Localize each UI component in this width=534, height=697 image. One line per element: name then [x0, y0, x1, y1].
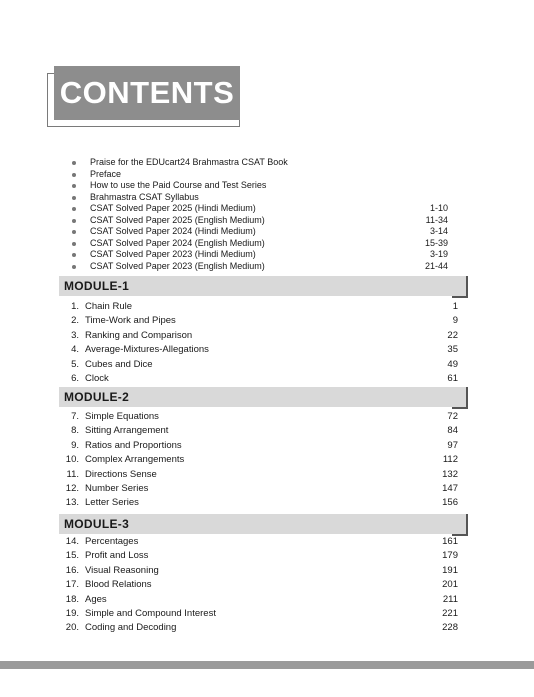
bullet-icon	[72, 230, 76, 234]
bullet-icon	[72, 253, 76, 257]
intro-item-title: CSAT Solved Paper 2023 (English Medium)	[90, 260, 265, 271]
toc-row[interactable]	[59, 424, 468, 438]
module-2-list	[59, 410, 468, 511]
toc-title: Number Series	[85, 482, 149, 494]
module-2-section	[59, 387, 468, 511]
intro-item-title: Praise for the EDUcart24 Brahmastra CSAT Book	[90, 157, 288, 167]
toc-number: 2.	[71, 315, 79, 327]
toc-page: 84	[447, 425, 458, 437]
bullet-icon	[72, 184, 76, 188]
contents-title-block	[47, 66, 245, 127]
intro-item[interactable]	[72, 169, 448, 181]
module-3-list	[59, 535, 468, 636]
toc-row[interactable]	[59, 593, 468, 607]
toc-number: 10.	[65, 454, 79, 466]
toc-row[interactable]	[59, 607, 468, 621]
module-3-section	[59, 514, 468, 636]
toc-number: 13.	[65, 497, 79, 509]
module-header	[59, 514, 468, 534]
toc-number: 18.	[65, 593, 79, 605]
bullet-icon	[72, 265, 76, 269]
intro-item-page: 3-14	[429, 226, 448, 236]
toc-number: 9.	[71, 439, 79, 451]
toc-title: Ages	[85, 593, 107, 605]
toc-title: Complex Arrangements	[85, 454, 185, 466]
intro-item[interactable]	[72, 180, 448, 192]
intro-item[interactable]	[72, 192, 448, 204]
toc-row[interactable]	[59, 621, 468, 635]
toc-number: 4.	[71, 344, 79, 356]
intro-item-page: 3-19	[429, 249, 448, 259]
toc-row[interactable]	[59, 410, 468, 424]
toc-row[interactable]	[59, 439, 468, 453]
toc-page: 156	[442, 497, 458, 509]
toc-title: Ranking and Comparison	[85, 329, 193, 341]
bullet-icon	[72, 219, 76, 223]
toc-row[interactable]	[59, 482, 468, 496]
toc-number: 14.	[65, 536, 79, 547]
toc-row[interactable]	[59, 343, 468, 357]
module-title: MODULE-1	[64, 279, 130, 293]
toc-page: 221	[442, 607, 458, 619]
module-header	[59, 276, 468, 296]
module-1-list	[59, 300, 468, 386]
toc-title: Blood Relations	[85, 579, 152, 591]
toc-page: 201	[442, 579, 458, 591]
toc-page: 191	[442, 564, 458, 576]
toc-title: Directions Sense	[85, 468, 157, 480]
intro-item[interactable]	[72, 249, 448, 261]
toc-page: 147	[442, 482, 458, 494]
toc-row[interactable]	[59, 372, 468, 386]
toc-row[interactable]	[59, 564, 468, 578]
toc-page: 211	[442, 593, 458, 605]
intro-item-page: 11-34	[425, 214, 448, 225]
toc-title: Average-Mixtures-Allegations	[85, 344, 209, 356]
toc-number: 15.	[65, 550, 79, 562]
toc-number: 7.	[71, 411, 79, 422]
toc-row[interactable]	[59, 329, 468, 343]
toc-number: 17.	[65, 579, 79, 591]
toc-row[interactable]	[59, 535, 468, 549]
bullet-icon	[72, 173, 76, 177]
toc-page: 97	[447, 439, 458, 451]
intro-item-title: CSAT Solved Paper 2024 (English Medium)	[90, 237, 265, 248]
toc-row[interactable]	[59, 496, 468, 510]
toc-page: 112	[442, 454, 458, 466]
header-corner-mark	[466, 387, 468, 408]
toc-page: 61	[447, 372, 458, 384]
toc-row[interactable]	[59, 453, 468, 467]
toc-page: 1	[452, 301, 458, 312]
toc-title: Clock	[85, 372, 109, 384]
toc-page: 161	[442, 536, 458, 547]
toc-number: 6.	[71, 372, 79, 384]
toc-page: 72	[447, 411, 458, 422]
toc-number: 19.	[65, 607, 79, 619]
toc-number: 11.	[66, 468, 79, 480]
intro-item[interactable]	[72, 157, 448, 169]
header-corner-mark	[466, 514, 468, 535]
toc-page: 35	[447, 344, 458, 356]
intro-item-title: CSAT Solved Paper 2023 (Hindi Medium)	[90, 249, 256, 259]
intro-item-title: Brahmastra CSAT Syllabus	[90, 191, 199, 202]
toc-page: 179	[442, 550, 458, 562]
toc-row[interactable]	[59, 468, 468, 482]
toc-page: 49	[447, 358, 458, 370]
toc-number: 16.	[65, 564, 79, 576]
toc-number: 3.	[71, 329, 79, 341]
intro-item-title: CSAT Solved Paper 2025 (Hindi Medium)	[90, 203, 256, 213]
toc-row[interactable]	[59, 358, 468, 372]
toc-page: 132	[442, 468, 458, 480]
intro-list	[72, 157, 448, 272]
intro-item-title: How to use the Paid Course and Test Series	[90, 180, 267, 190]
toc-title: Time-Work and Pipes	[85, 315, 176, 327]
toc-title: Coding and Decoding	[85, 622, 177, 634]
toc-title: Simple Equations	[85, 411, 159, 422]
toc-title: Sitting Arrangement	[85, 425, 169, 437]
header-corner-mark	[452, 407, 468, 409]
intro-item-page: 15-39	[424, 237, 448, 248]
toc-title: Cubes and Dice	[85, 358, 153, 370]
toc-number: 20.	[65, 622, 79, 634]
toc-page: 228	[442, 622, 458, 634]
intro-item[interactable]	[72, 203, 448, 215]
toc-number: 8.	[71, 425, 79, 437]
toc-row[interactable]	[59, 300, 468, 314]
toc-title: Letter Series	[85, 497, 139, 509]
intro-item-title: Preface	[90, 168, 122, 179]
module-1-section	[59, 276, 468, 386]
footer-bar	[0, 661, 534, 669]
intro-item-title: CSAT Solved Paper 2024 (Hindi Medium)	[90, 226, 256, 236]
bullet-icon	[72, 242, 76, 246]
bullet-icon	[72, 161, 76, 165]
toc-title: Chain Rule	[85, 301, 132, 312]
toc-row[interactable]	[59, 549, 468, 563]
intro-item-title: CSAT Solved Paper 2025 (English Medium)	[90, 214, 265, 225]
intro-item[interactable]	[72, 261, 448, 273]
intro-item[interactable]	[72, 215, 448, 227]
intro-item-page: 1-10	[429, 203, 448, 213]
header-corner-mark	[452, 296, 468, 298]
module-title: MODULE-3	[64, 517, 130, 531]
bullet-icon	[72, 196, 76, 200]
toc-title: Ratios and Proportions	[85, 439, 182, 451]
intro-item[interactable]	[72, 226, 448, 238]
toc-page: 22	[447, 329, 458, 341]
toc-title: Visual Reasoning	[85, 564, 159, 576]
header-corner-mark	[466, 276, 468, 297]
toc-title: Profit and Loss	[85, 550, 149, 562]
toc-page: 9	[452, 315, 458, 327]
toc-number: 1.	[71, 301, 79, 312]
module-title: MODULE-2	[64, 390, 130, 404]
page-title: CONTENTS	[54, 66, 240, 120]
intro-item[interactable]	[72, 238, 448, 250]
toc-number: 5.	[71, 358, 79, 370]
toc-row[interactable]	[59, 578, 468, 592]
toc-number: 12.	[65, 482, 79, 494]
toc-title: Percentages	[85, 536, 139, 547]
module-header	[59, 387, 468, 407]
toc-title: Simple and Compound Interest	[85, 607, 216, 619]
bullet-icon	[72, 207, 76, 211]
intro-item-page: 21-44	[424, 260, 448, 271]
toc-row[interactable]	[59, 314, 468, 328]
